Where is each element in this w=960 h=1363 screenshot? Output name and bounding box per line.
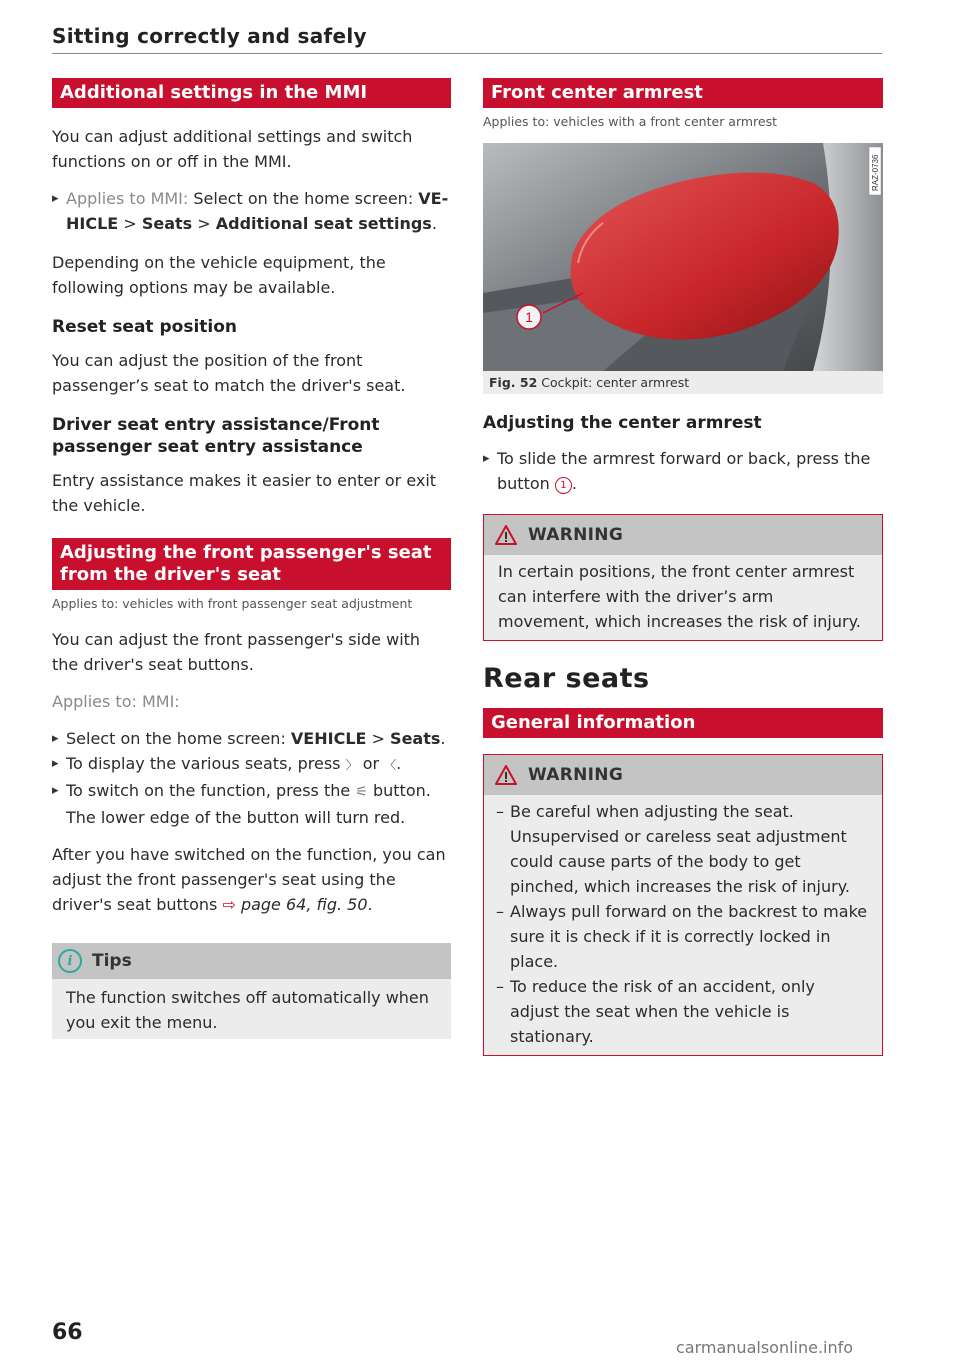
step2-or: or <box>362 754 380 773</box>
entry-heading: Driver seat entry assistance/Front passenger seat entry assistance <box>52 415 380 457</box>
seat-entry-icon: ⚟ <box>355 784 368 800</box>
mmi-step-end: . <box>431 214 437 233</box>
mmi-step-text: Select on the home screen: <box>193 189 414 208</box>
mmi-step-sep1: > <box>123 214 137 233</box>
step3-text: To switch on the function, press the <box>66 781 351 800</box>
section-bar-adjust: Adjusting the front passenger's seat from the driver's seat <box>52 538 451 590</box>
tips-box <box>52 943 451 1039</box>
warning-label-rear: WARNING <box>528 765 624 785</box>
step1-sep: > <box>371 729 385 748</box>
armrest-illustration <box>483 143 883 371</box>
step1-end: . <box>440 729 446 748</box>
figure-caption-text: Cockpit: center armrest <box>541 375 690 390</box>
adjust-armrest-step <box>483 446 883 496</box>
tips-text: The function switches off automatically when you exit the menu. <box>66 988 429 1032</box>
arrow-icon: ⇨ <box>222 895 236 914</box>
right-column <box>483 78 883 1056</box>
mmi-step-path-a: VE- <box>418 189 449 208</box>
warning-box-rear <box>483 754 883 1056</box>
tips-label: Tips <box>92 951 132 971</box>
step1-text: Select on the home screen: <box>66 729 286 748</box>
step2-end: . <box>396 754 402 773</box>
page-header: Sitting correctly and safely <box>52 24 882 54</box>
callout-number-ref: 1 <box>555 477 572 494</box>
mmi-intro: You can adjust additional settings and switch functions on or off in the MMI. <box>52 127 413 171</box>
warning-list <box>484 795 882 1055</box>
step-3 <box>52 778 451 805</box>
warning-box-armrest <box>483 514 883 641</box>
after-end: . <box>367 895 373 914</box>
entry-text: Entry assistance makes it easier to enter or exit the vehicle. <box>52 471 437 515</box>
section-bar-general: General information <box>483 708 883 738</box>
callout-number: 1 <box>525 309 533 325</box>
adjust-step-text: To slide the armrest forward or back, press the button <box>497 449 871 493</box>
mmi-step <box>52 186 451 236</box>
after-text-block <box>52 842 451 917</box>
warning-text: In certain positions, the front center armrest can interfere with the driver’s arm movement, which increases the risk of injury. <box>484 555 882 640</box>
chevron-left-icon: 〈 <box>384 758 397 772</box>
page-reference-link[interactable]: page 64, fig. 50 <box>240 895 368 914</box>
figure-code: RAZ-0736 <box>871 154 880 191</box>
warning-item: – Be careful when adjusting the seat. Unsupervised or careless seat adjustment could cause parts of the body to get pinched, which increases the risk of injury. <box>484 799 868 899</box>
step2-text: To display the various seats, press <box>66 754 341 773</box>
watermark: carmanualsonline.info <box>676 1338 854 1357</box>
mmi-step-sep2: > <box>197 214 211 233</box>
adjust-armrest-heading: Adjusting the center armrest <box>483 413 762 433</box>
step3-text2: button. <box>372 781 431 800</box>
section-bar-armrest: Front center armrest <box>483 78 883 108</box>
page-number: 66 <box>52 1320 83 1345</box>
warning-triangle-icon <box>494 764 518 786</box>
warning-label: WARNING <box>528 525 624 545</box>
adjust-applies: Applies to: vehicles with front passenger seat adjustment <box>52 596 413 611</box>
step3-cont: The lower edge of the button will turn red. <box>66 808 406 827</box>
applies-mmi: Applies to: MMI: <box>52 692 180 711</box>
warning-header <box>484 515 882 555</box>
figure-label: Fig. 52 <box>489 375 538 390</box>
info-icon: i <box>58 949 82 973</box>
depending-text: Depending on the vehicle equipment, the following options may be available. <box>52 253 386 297</box>
mmi-step-path-c: Seats <box>141 214 193 233</box>
warning-item: – To reduce the risk of an accident, only adjust the seat when the vehicle is stationary. <box>484 974 868 1049</box>
chevron-right-icon: 〉 <box>345 758 358 772</box>
step-2 <box>52 751 451 778</box>
figure-52 <box>483 143 883 394</box>
warning-triangle-icon <box>494 524 518 546</box>
warning-header-rear <box>484 755 882 795</box>
figure-caption <box>483 371 883 394</box>
mmi-step-prefix: Applies to MMI: <box>66 189 189 208</box>
warning-item: – Always pull forward on the backrest to make sure it is check if it is correctly locked in place. <box>484 899 868 974</box>
mmi-step-path-d: Additional seat settings <box>215 214 432 233</box>
tips-header <box>52 943 451 979</box>
left-column <box>52 78 451 1039</box>
section-bar-mmi: Additional settings in the MMI <box>52 78 451 108</box>
step-1 <box>52 726 451 751</box>
reset-text: You can adjust the position of the front passenger’s seat to match the driver's seat. <box>52 351 406 395</box>
step1-b: Seats <box>390 729 441 748</box>
adjust-step-end: . <box>571 474 577 493</box>
rear-seats-heading: Rear seats <box>483 663 650 694</box>
adjust-intro: You can adjust the front passenger's side with the driver's seat buttons. <box>52 630 421 674</box>
after-text: After you have switched on the function, you can adjust the front passenger's seat using the driver's seat buttons <box>52 845 446 914</box>
step1-a: VEHICLE <box>290 729 367 748</box>
armrest-applies: Applies to: vehicles with a front center armrest <box>483 114 778 129</box>
mmi-step-path-b: HICLE <box>66 214 119 233</box>
reset-heading: Reset seat position <box>52 317 238 337</box>
